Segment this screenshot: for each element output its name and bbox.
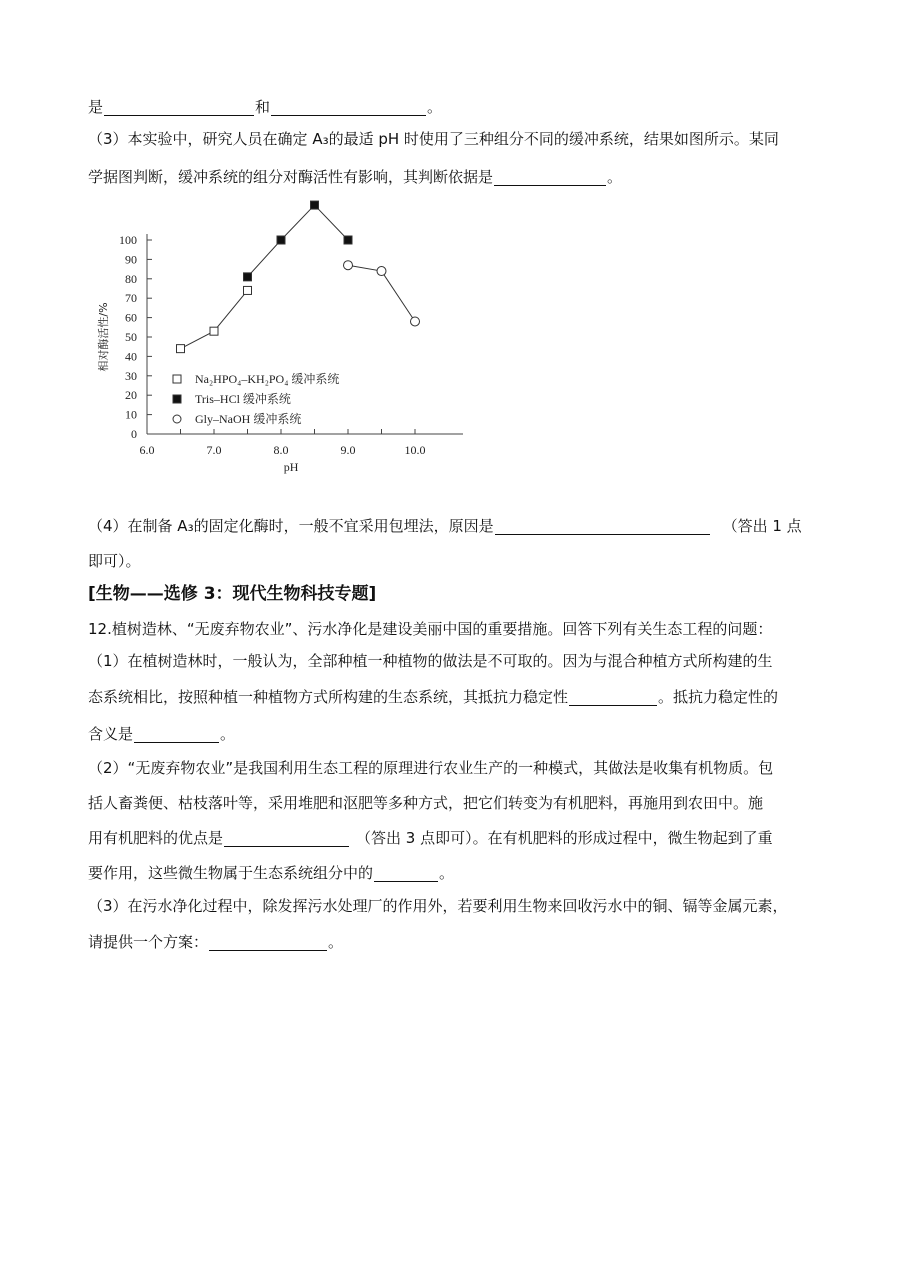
answer-blank[interactable] <box>134 726 219 743</box>
question-12-3-text-cont <box>88 931 821 953</box>
data-point <box>344 236 352 244</box>
y-tick-label: 70 <box>125 291 137 306</box>
y-tick-label: 0 <box>131 427 137 441</box>
question-3-text: （3）本实验中，研究人员在确定 A₃的最适 pH 时使用了三种组分不同的缓冲系统，结果如图所示。某同 <box>88 130 779 148</box>
question-12-2-text-cont3 <box>88 862 821 884</box>
question-4-text <box>88 515 821 537</box>
answer-blank[interactable] <box>494 169 606 186</box>
text: 用有机肥料的优点是 <box>88 829 224 847</box>
text: 。 <box>607 168 623 186</box>
legend-label: Na₂HPO₄–KH₂PO₄ 缓冲系统 <box>195 372 340 386</box>
text: 。 <box>220 725 236 743</box>
question-12-1-text: （1）在植树造林时，一般认为，全部种植一种植物的做法是不可取的。因为与混合种植方式所构建的生 <box>88 652 773 670</box>
answer-blank[interactable] <box>224 830 349 847</box>
y-tick-label: 90 <box>125 252 137 267</box>
x-tick-label: 7.0 <box>206 443 222 457</box>
question-3-text-cont <box>88 166 821 188</box>
data-point <box>244 286 252 294</box>
question-12-2-text: （2）“无废弃物农业”是我国利用生态工程的原理进行农业生产的一种模式，其做法是收集有机物质。包 <box>88 759 774 777</box>
y-tick-label: 10 <box>125 407 137 422</box>
enzyme-activity-chart <box>95 196 475 486</box>
question-12-text: 12.植树造林、“无废弃物农业”、污水净化是建设美丽中国的重要措施。回答下列有关生态工程的问题： <box>88 620 773 638</box>
question-12-2-text-cont2 <box>88 827 821 849</box>
answer-blank[interactable] <box>271 99 426 116</box>
x-tick-label: 6.0 <box>139 443 155 457</box>
answer-blank[interactable] <box>374 865 438 882</box>
y-tick-label: 30 <box>125 368 137 383</box>
series-line <box>181 290 248 348</box>
question-12-2-text-cont: 括人畜粪便、枯枝落叶等，采用堆肥和沤肥等多种方式，把它们转变为有机肥料，再施用到农田中。施 <box>88 794 764 812</box>
data-point <box>377 267 386 276</box>
x-tick-label: 10.0 <box>404 443 426 457</box>
section-title: [生物——选修 3：现代生物科技专题] <box>88 584 377 604</box>
text: 。抵抗力稳定性的 <box>658 688 779 706</box>
legend-marker <box>173 415 181 423</box>
data-point <box>311 201 319 209</box>
text: （答出 1 点 <box>722 517 802 535</box>
text: 。 <box>439 864 455 882</box>
text: 要作用，这些微生物属于生态系统组分中的 <box>88 864 374 882</box>
text: 是 <box>88 98 104 116</box>
question-12-3-text: （3）在污水净化过程中，除发挥污水处理厂的作用外，若要利用生物来回收污水中的铜、镉等金属元素， <box>88 897 788 915</box>
legend-label: Tris–HCl 缓冲系统 <box>195 392 291 406</box>
x-tick-label: 8.0 <box>273 443 289 457</box>
data-point <box>244 273 252 281</box>
text: （4）在制备 A₃的固定化酶时，一般不宜采用包埋法，原因是 <box>88 517 494 535</box>
text: 含义是 <box>88 725 134 743</box>
text: 学据图判断，缓冲系统的组分对酶活性有影响，其判断依据是 <box>88 168 494 186</box>
y-tick-label: 100 <box>119 233 137 247</box>
data-point <box>344 261 353 270</box>
y-tick-label: 80 <box>125 271 137 286</box>
text: 请提供一个方案： <box>88 933 209 951</box>
question-12-1-text-cont <box>88 686 821 708</box>
legend-marker <box>173 375 181 383</box>
question-12-1-text-cont2 <box>88 723 821 745</box>
text: （答出 3 点即可）。在有机肥料的形成过程中，微生物起到了重 <box>356 829 773 847</box>
legend-marker <box>173 395 181 403</box>
text: 。 <box>427 98 443 116</box>
legend-label: Gly–NaOH 缓冲系统 <box>195 412 302 426</box>
y-tick-label: 20 <box>125 388 137 403</box>
y-axis-label: 相对酶活性/% <box>97 302 110 372</box>
answer-blank[interactable] <box>104 99 254 116</box>
text: 和 <box>255 98 271 116</box>
y-tick-label: 40 <box>125 349 137 364</box>
question-4-text-cont: 即可）。 <box>88 552 141 570</box>
chart-markers <box>177 201 420 353</box>
data-point <box>411 317 420 326</box>
text: 态系统相比，按照种植一种植物方式所构建的生态系统，其抵抗力稳定性 <box>88 688 569 706</box>
answer-blank[interactable] <box>569 689 657 706</box>
answer-blank[interactable] <box>495 518 710 535</box>
series-line <box>248 205 349 277</box>
answer-line-1 <box>88 96 821 118</box>
answer-blank[interactable] <box>209 934 327 951</box>
x-tick-label: 9.0 <box>340 443 356 457</box>
text: 。 <box>328 933 344 951</box>
data-point <box>177 345 185 353</box>
x-axis-label: pH <box>283 460 299 474</box>
data-point <box>210 327 218 335</box>
y-tick-label: 60 <box>125 310 137 325</box>
chart-legend <box>173 371 339 426</box>
data-point <box>277 236 285 244</box>
y-tick-label: 50 <box>125 330 137 344</box>
